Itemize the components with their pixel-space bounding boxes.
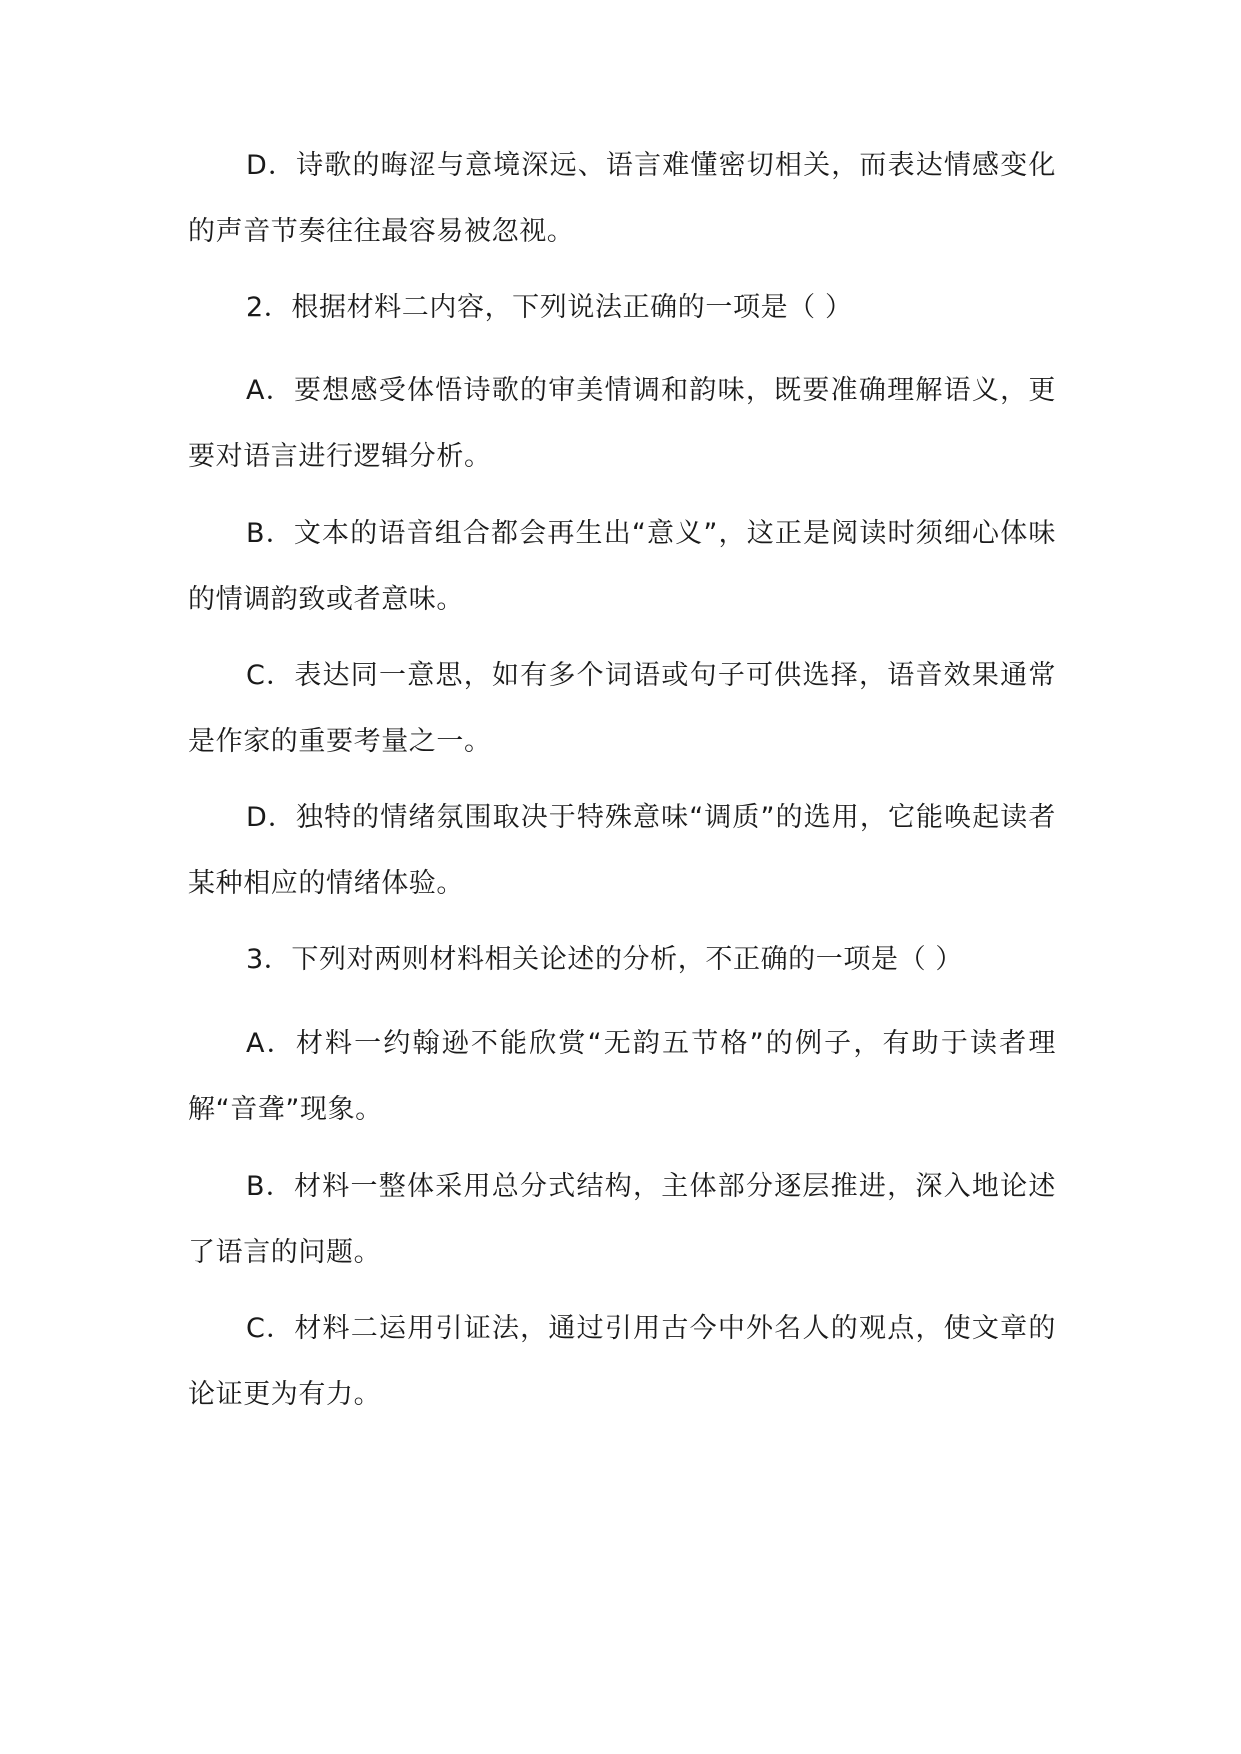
question-1-option-d: D．诗歌的晦涩与意境深远、语言难懂密切相关，而表达情感变化的声音节奏往往最容易被忽视。 bbox=[188, 150, 1056, 247]
question-2-option-d: D．独特的情绪氛围取决于特殊意味“调质”的选用，它能唤起读者某种相应的情绪体验。 bbox=[188, 802, 1056, 899]
question-2-stem: 2．根据材料二内容，下列说法正确的一项是（ ） bbox=[246, 292, 853, 323]
question-2-option-b: B．文本的语音组合都会再生出“意义”，这正是阅读时须细心体味的情调韵致或者意味。 bbox=[188, 518, 1056, 615]
question-3-option-b: B．材料一整体采用总分式结构，主体部分逐层推进，深入地论述了语言的问题。 bbox=[188, 1171, 1056, 1268]
question-2-option-c: C．表达同一意思，如有多个词语或句子可供选择，语音效果通常是作家的重要考量之一。 bbox=[188, 660, 1056, 757]
question-3-option-a: A．材料一约翰逊不能欣赏“无韵五节格”的例子，有助于读者理解“音聋”现象。 bbox=[188, 1028, 1056, 1125]
question-3-option-c: C．材料二运用引证法，通过引用古今中外名人的观点，使文章的论证更为有力。 bbox=[188, 1313, 1056, 1410]
question-2-option-a: A．要想感受体悟诗歌的审美情调和韵味，既要准确理解语义，更要对语言进行逻辑分析。 bbox=[188, 375, 1056, 472]
question-3-stem: 3．下列对两则材料相关论述的分析，不正确的一项是（ ） bbox=[246, 944, 963, 975]
